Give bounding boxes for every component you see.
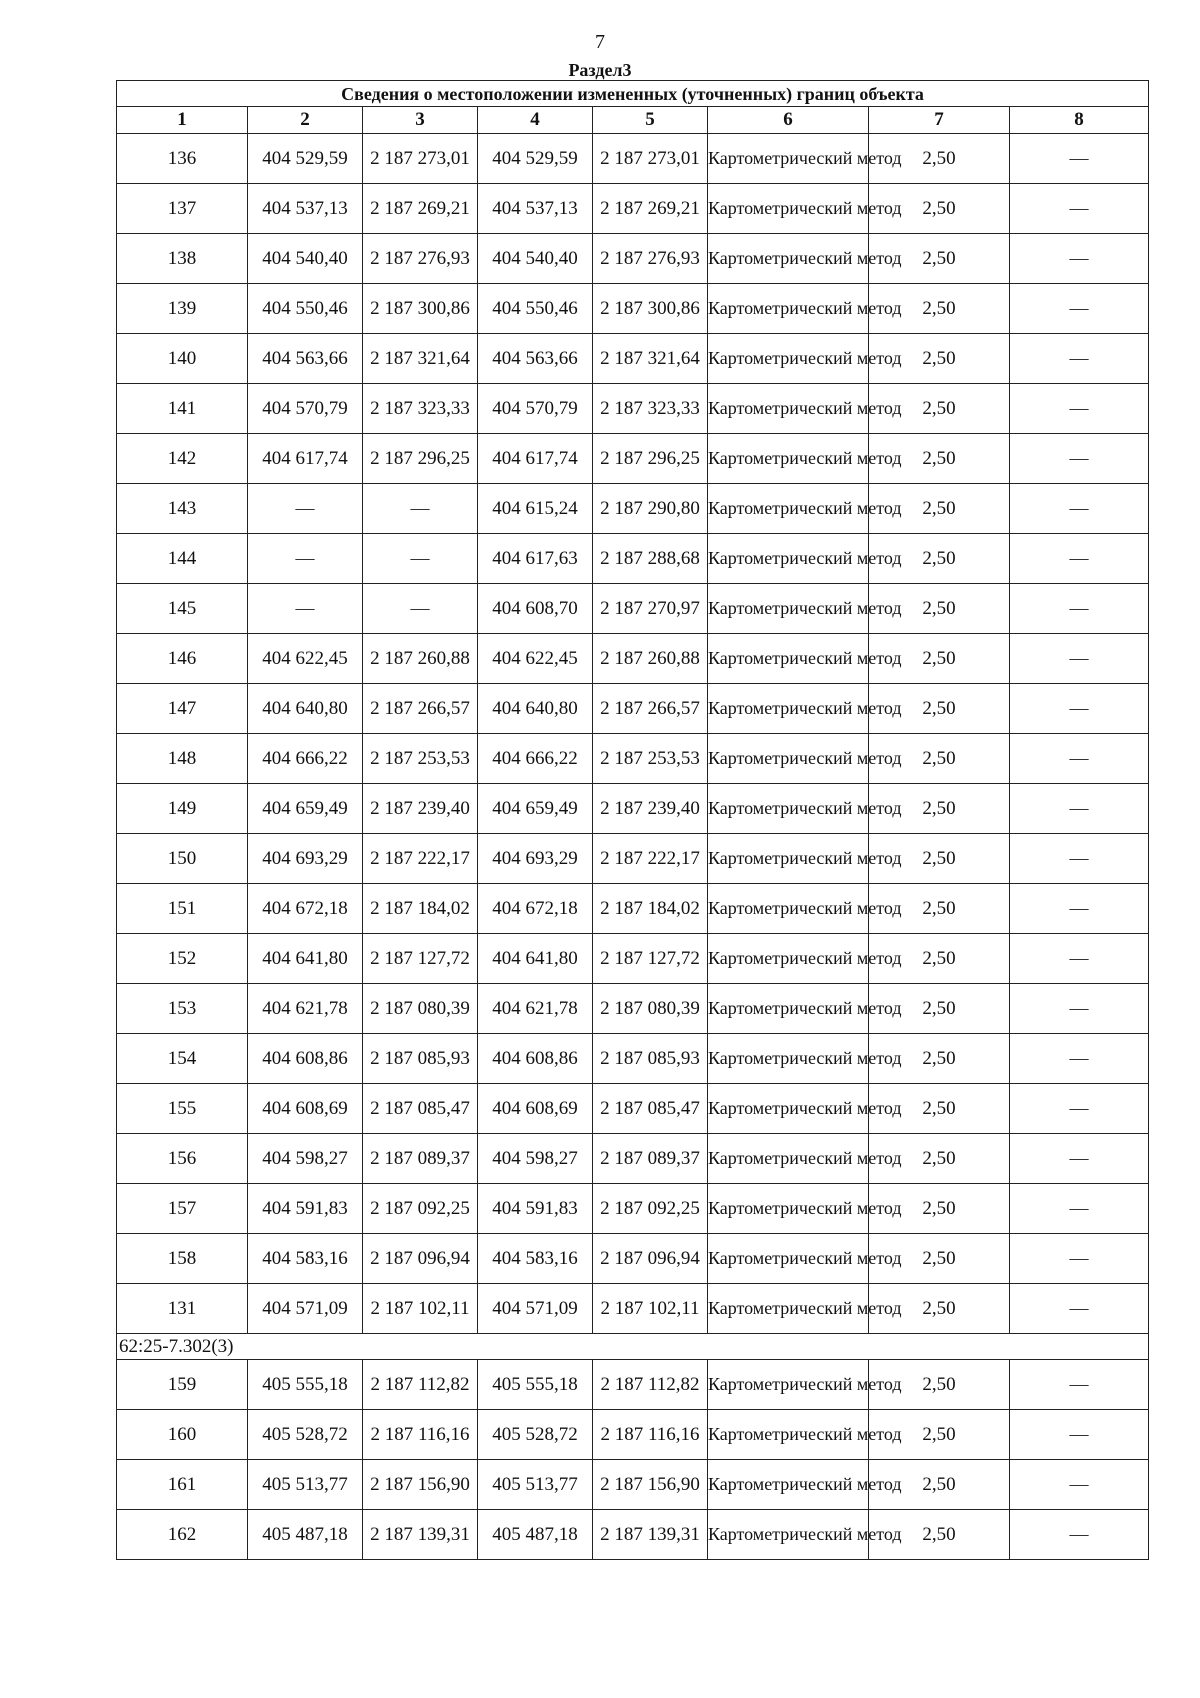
old-y-cell: 2 187 260,88: [363, 634, 478, 684]
method-cell: Картометрический метод: [708, 1360, 869, 1410]
table-row: [117, 934, 1149, 984]
old-x-cell: 404 672,18: [248, 884, 363, 934]
old-x-cell: —: [248, 584, 363, 634]
accuracy-cell: 2,50: [869, 284, 1010, 334]
new-y-cell: 2 187 116,16: [593, 1410, 708, 1460]
table-row: [117, 1184, 1149, 1234]
description-cell: —: [1010, 634, 1149, 684]
description-cell: —: [1010, 1510, 1149, 1560]
old-y-cell: 2 187 276,93: [363, 234, 478, 284]
accuracy-cell: 2,50: [869, 1184, 1010, 1234]
new-x-cell: 405 487,18: [478, 1510, 593, 1560]
old-y-cell: 2 187 116,16: [363, 1410, 478, 1460]
method-cell: Картометрический метод: [708, 1234, 869, 1284]
column-number-header: 5: [593, 107, 708, 134]
method-cell: Картометрический метод: [708, 1184, 869, 1234]
new-x-cell: 404 641,80: [478, 934, 593, 984]
new-x-cell: 404 608,69: [478, 1084, 593, 1134]
accuracy-cell: 2,50: [869, 634, 1010, 684]
new-y-cell: 2 187 222,17: [593, 834, 708, 884]
new-y-cell: 2 187 288,68: [593, 534, 708, 584]
column-number-header: 1: [117, 107, 248, 134]
new-y-cell: 2 187 089,37: [593, 1134, 708, 1184]
accuracy-cell: 2,50: [869, 234, 1010, 284]
table-row: [117, 284, 1149, 334]
old-y-cell: 2 187 127,72: [363, 934, 478, 984]
accuracy-cell: 2,50: [869, 184, 1010, 234]
old-y-cell: 2 187 184,02: [363, 884, 478, 934]
method-cell: Картометрический метод: [708, 834, 869, 884]
description-cell: —: [1010, 1184, 1149, 1234]
old-x-cell: 404 666,22: [248, 734, 363, 784]
new-y-cell: 2 187 085,93: [593, 1034, 708, 1084]
accuracy-cell: 2,50: [869, 434, 1010, 484]
table-row: [117, 1234, 1149, 1284]
table-row: [117, 1360, 1149, 1410]
accuracy-cell: 2,50: [869, 784, 1010, 834]
table-row: [117, 334, 1149, 384]
old-x-cell: 405 487,18: [248, 1510, 363, 1560]
new-x-cell: 404 640,80: [478, 684, 593, 734]
point-number-cell: 155: [117, 1084, 248, 1134]
new-y-cell: 2 187 323,33: [593, 384, 708, 434]
new-y-cell: 2 187 290,80: [593, 484, 708, 534]
point-number-cell: 138: [117, 234, 248, 284]
table-row: [117, 1134, 1149, 1184]
new-x-cell: 404 659,49: [478, 784, 593, 834]
new-x-cell: 405 555,18: [478, 1360, 593, 1410]
new-x-cell: 404 617,63: [478, 534, 593, 584]
new-x-cell: 404 608,86: [478, 1034, 593, 1084]
column-number-header: 2: [248, 107, 363, 134]
old-x-cell: 405 513,77: [248, 1460, 363, 1510]
point-number-cell: 162: [117, 1510, 248, 1560]
new-y-cell: 2 187 270,97: [593, 584, 708, 634]
description-cell: —: [1010, 734, 1149, 784]
table-row: [117, 1284, 1149, 1334]
new-x-cell: 404 540,40: [478, 234, 593, 284]
accuracy-cell: 2,50: [869, 534, 1010, 584]
method-cell: Картометрический метод: [708, 1460, 869, 1510]
table-row: [117, 534, 1149, 584]
table-row: [117, 1460, 1149, 1510]
old-x-cell: 404 641,80: [248, 934, 363, 984]
new-y-cell: 2 187 321,64: [593, 334, 708, 384]
method-cell: Картометрический метод: [708, 984, 869, 1034]
method-cell: Картометрический метод: [708, 1284, 869, 1334]
table-row: [117, 384, 1149, 434]
description-cell: —: [1010, 1084, 1149, 1134]
new-y-cell: 2 187 260,88: [593, 634, 708, 684]
new-y-cell: 2 187 127,72: [593, 934, 708, 984]
old-x-cell: 404 640,80: [248, 684, 363, 734]
table-row: [117, 734, 1149, 784]
old-x-cell: 404 617,74: [248, 434, 363, 484]
new-x-cell: 405 528,72: [478, 1410, 593, 1460]
point-number-cell: 161: [117, 1460, 248, 1510]
old-y-cell: 2 187 239,40: [363, 784, 478, 834]
old-y-cell: —: [363, 534, 478, 584]
method-cell: Картометрический метод: [708, 1134, 869, 1184]
boundary-coordinates-table: [116, 80, 1149, 1560]
method-cell: Картометрический метод: [708, 284, 869, 334]
point-number-cell: 143: [117, 484, 248, 534]
description-cell: —: [1010, 884, 1149, 934]
method-cell: Картометрический метод: [708, 684, 869, 734]
new-y-cell: 2 187 085,47: [593, 1084, 708, 1134]
new-x-cell: 404 571,09: [478, 1284, 593, 1334]
old-x-cell: 405 555,18: [248, 1360, 363, 1410]
table-row: [117, 984, 1149, 1034]
method-cell: Картометрический метод: [708, 934, 869, 984]
method-cell: Картометрический метод: [708, 1084, 869, 1134]
table-row: [117, 634, 1149, 684]
description-cell: —: [1010, 1460, 1149, 1510]
description-cell: —: [1010, 684, 1149, 734]
new-x-cell: 404 693,29: [478, 834, 593, 884]
column-number-header: 4: [478, 107, 593, 134]
new-y-cell: 2 187 139,31: [593, 1510, 708, 1560]
old-y-cell: 2 187 156,90: [363, 1460, 478, 1510]
accuracy-cell: 2,50: [869, 484, 1010, 534]
point-number-cell: 158: [117, 1234, 248, 1284]
old-y-cell: —: [363, 584, 478, 634]
point-number-cell: 144: [117, 534, 248, 584]
method-cell: Картометрический метод: [708, 784, 869, 834]
new-x-cell: 404 591,83: [478, 1184, 593, 1234]
point-number-cell: 141: [117, 384, 248, 434]
description-cell: —: [1010, 284, 1149, 334]
column-number-header: 8: [1010, 107, 1149, 134]
table-row: [117, 184, 1149, 234]
old-y-cell: 2 187 080,39: [363, 984, 478, 1034]
old-y-cell: 2 187 102,11: [363, 1284, 478, 1334]
method-cell: Картометрический метод: [708, 534, 869, 584]
old-y-cell: 2 187 300,86: [363, 284, 478, 334]
accuracy-cell: 2,50: [869, 734, 1010, 784]
description-cell: —: [1010, 184, 1149, 234]
accuracy-cell: 2,50: [869, 384, 1010, 434]
method-cell: Картометрический метод: [708, 334, 869, 384]
old-y-cell: 2 187 269,21: [363, 184, 478, 234]
new-y-cell: 2 187 096,94: [593, 1234, 708, 1284]
new-x-cell: 404 617,74: [478, 434, 593, 484]
description-cell: —: [1010, 134, 1149, 184]
old-y-cell: 2 187 266,57: [363, 684, 478, 734]
old-y-cell: 2 187 085,47: [363, 1084, 478, 1134]
accuracy-cell: 2,50: [869, 334, 1010, 384]
method-cell: Картометрический метод: [708, 1034, 869, 1084]
point-number-cell: 139: [117, 284, 248, 334]
point-number-cell: 140: [117, 334, 248, 384]
old-y-cell: —: [363, 484, 478, 534]
description-cell: —: [1010, 784, 1149, 834]
point-number-cell: 142: [117, 434, 248, 484]
new-y-cell: 2 187 080,39: [593, 984, 708, 1034]
old-x-cell: 404 583,16: [248, 1234, 363, 1284]
old-x-cell: —: [248, 534, 363, 584]
old-y-cell: 2 187 273,01: [363, 134, 478, 184]
description-cell: —: [1010, 484, 1149, 534]
page-number: 7: [595, 31, 605, 53]
point-number-cell: 153: [117, 984, 248, 1034]
accuracy-cell: 2,50: [869, 584, 1010, 634]
new-x-cell: 404 563,66: [478, 334, 593, 384]
old-x-cell: 404 608,86: [248, 1034, 363, 1084]
point-number-cell: 150: [117, 834, 248, 884]
old-x-cell: 404 537,13: [248, 184, 363, 234]
new-x-cell: 404 537,13: [478, 184, 593, 234]
old-y-cell: 2 187 323,33: [363, 384, 478, 434]
new-y-cell: 2 187 273,01: [593, 134, 708, 184]
column-number-header: 6: [708, 107, 869, 134]
description-cell: —: [1010, 834, 1149, 884]
old-y-cell: 2 187 253,53: [363, 734, 478, 784]
new-x-cell: 404 608,70: [478, 584, 593, 634]
new-y-cell: 2 187 184,02: [593, 884, 708, 934]
description-cell: —: [1010, 1284, 1149, 1334]
accuracy-cell: 2,50: [869, 1360, 1010, 1410]
accuracy-cell: 2,50: [869, 684, 1010, 734]
new-x-cell: 404 550,46: [478, 284, 593, 334]
old-y-cell: 2 187 296,25: [363, 434, 478, 484]
method-cell: Картометрический метод: [708, 234, 869, 284]
old-x-cell: 405 528,72: [248, 1410, 363, 1460]
method-cell: Картометрический метод: [708, 1510, 869, 1560]
new-y-cell: 2 187 276,93: [593, 234, 708, 284]
new-y-cell: 2 187 239,40: [593, 784, 708, 834]
table-row: [117, 1034, 1149, 1084]
old-y-cell: 2 187 085,93: [363, 1034, 478, 1084]
accuracy-cell: 2,50: [869, 884, 1010, 934]
new-y-cell: 2 187 266,57: [593, 684, 708, 734]
old-y-cell: 2 187 321,64: [363, 334, 478, 384]
point-number-cell: 160: [117, 1410, 248, 1460]
new-x-cell: 404 583,16: [478, 1234, 593, 1284]
section-title: Раздел3: [568, 60, 632, 80]
table-row: [117, 484, 1149, 534]
new-y-cell: 2 187 092,25: [593, 1184, 708, 1234]
description-cell: —: [1010, 1360, 1149, 1410]
table-row: [117, 134, 1149, 184]
old-x-cell: 404 570,79: [248, 384, 363, 434]
point-number-cell: 154: [117, 1034, 248, 1084]
new-y-cell: 2 187 269,21: [593, 184, 708, 234]
accuracy-cell: 2,50: [869, 984, 1010, 1034]
accuracy-cell: 2,50: [869, 1410, 1010, 1460]
accuracy-cell: 2,50: [869, 1460, 1010, 1510]
old-x-cell: 404 529,59: [248, 134, 363, 184]
point-number-cell: 149: [117, 784, 248, 834]
old-x-cell: 404 598,27: [248, 1134, 363, 1184]
table-caption: Сведения о местоположении измененных (уточненных) границ объекта: [117, 81, 1149, 107]
old-x-cell: 404 540,40: [248, 234, 363, 284]
new-y-cell: 2 187 112,82: [593, 1360, 708, 1410]
old-x-cell: 404 571,09: [248, 1284, 363, 1334]
point-number-cell: 146: [117, 634, 248, 684]
new-x-cell: 404 570,79: [478, 384, 593, 434]
old-y-cell: 2 187 139,31: [363, 1510, 478, 1560]
group-label: 62:25-7.302(3): [117, 1334, 1149, 1360]
point-number-cell: 131: [117, 1284, 248, 1334]
new-y-cell: 2 187 253,53: [593, 734, 708, 784]
table-row: [117, 1510, 1149, 1560]
new-y-cell: 2 187 296,25: [593, 434, 708, 484]
old-y-cell: 2 187 096,94: [363, 1234, 478, 1284]
new-y-cell: 2 187 156,90: [593, 1460, 708, 1510]
description-cell: —: [1010, 334, 1149, 384]
accuracy-cell: 2,50: [869, 934, 1010, 984]
new-x-cell: 404 621,78: [478, 984, 593, 1034]
table-row: [117, 434, 1149, 484]
point-number-cell: 156: [117, 1134, 248, 1184]
group-row: [117, 1334, 1149, 1360]
accuracy-cell: 2,50: [869, 1084, 1010, 1134]
point-number-cell: 151: [117, 884, 248, 934]
accuracy-cell: 2,50: [869, 1134, 1010, 1184]
accuracy-cell: 2,50: [869, 1284, 1010, 1334]
accuracy-cell: 2,50: [869, 134, 1010, 184]
table-row: [117, 684, 1149, 734]
table-row: [117, 1084, 1149, 1134]
method-cell: Картометрический метод: [708, 884, 869, 934]
point-number-cell: 148: [117, 734, 248, 784]
table-row: [117, 834, 1149, 884]
method-cell: Картометрический метод: [708, 184, 869, 234]
method-cell: Картометрический метод: [708, 484, 869, 534]
old-y-cell: 2 187 112,82: [363, 1360, 478, 1410]
description-cell: —: [1010, 584, 1149, 634]
point-number-cell: 159: [117, 1360, 248, 1410]
accuracy-cell: 2,50: [869, 1034, 1010, 1084]
old-x-cell: 404 693,29: [248, 834, 363, 884]
new-x-cell: 404 672,18: [478, 884, 593, 934]
old-y-cell: 2 187 222,17: [363, 834, 478, 884]
description-cell: —: [1010, 434, 1149, 484]
point-number-cell: 136: [117, 134, 248, 184]
point-number-cell: 145: [117, 584, 248, 634]
new-x-cell: 404 598,27: [478, 1134, 593, 1184]
new-y-cell: 2 187 102,11: [593, 1284, 708, 1334]
table-row: [117, 234, 1149, 284]
description-cell: —: [1010, 934, 1149, 984]
old-y-cell: 2 187 089,37: [363, 1134, 478, 1184]
description-cell: —: [1010, 984, 1149, 1034]
accuracy-cell: 2,50: [869, 1234, 1010, 1284]
description-cell: —: [1010, 384, 1149, 434]
description-cell: —: [1010, 1410, 1149, 1460]
description-cell: —: [1010, 1234, 1149, 1284]
table-row: [117, 584, 1149, 634]
column-number-header: 7: [869, 107, 1010, 134]
point-number-cell: 147: [117, 684, 248, 734]
point-number-cell: 137: [117, 184, 248, 234]
old-x-cell: 404 622,45: [248, 634, 363, 684]
accuracy-cell: 2,50: [869, 1510, 1010, 1560]
method-cell: Картометрический метод: [708, 584, 869, 634]
old-y-cell: 2 187 092,25: [363, 1184, 478, 1234]
new-x-cell: 405 513,77: [478, 1460, 593, 1510]
method-cell: Картометрический метод: [708, 1410, 869, 1460]
new-x-cell: 404 529,59: [478, 134, 593, 184]
old-x-cell: 404 591,83: [248, 1184, 363, 1234]
table-row: [117, 784, 1149, 834]
point-number-cell: 152: [117, 934, 248, 984]
description-cell: —: [1010, 1034, 1149, 1084]
point-number-cell: 157: [117, 1184, 248, 1234]
old-x-cell: 404 550,46: [248, 284, 363, 334]
method-cell: Картометрический метод: [708, 634, 869, 684]
method-cell: Картометрический метод: [708, 434, 869, 484]
old-x-cell: 404 659,49: [248, 784, 363, 834]
method-cell: Картометрический метод: [708, 384, 869, 434]
new-x-cell: 404 666,22: [478, 734, 593, 784]
table-body: [117, 134, 1149, 1560]
description-cell: —: [1010, 1134, 1149, 1184]
old-x-cell: 404 621,78: [248, 984, 363, 1034]
accuracy-cell: 2,50: [869, 834, 1010, 884]
table-row: [117, 1410, 1149, 1460]
method-cell: Картометрический метод: [708, 134, 869, 184]
table-row: [117, 884, 1149, 934]
old-x-cell: 404 563,66: [248, 334, 363, 384]
description-cell: —: [1010, 234, 1149, 284]
new-x-cell: 404 622,45: [478, 634, 593, 684]
description-cell: —: [1010, 534, 1149, 584]
new-y-cell: 2 187 300,86: [593, 284, 708, 334]
old-x-cell: 404 608,69: [248, 1084, 363, 1134]
method-cell: Картометрический метод: [708, 734, 869, 784]
new-x-cell: 404 615,24: [478, 484, 593, 534]
column-number-header: 3: [363, 107, 478, 134]
old-x-cell: —: [248, 484, 363, 534]
